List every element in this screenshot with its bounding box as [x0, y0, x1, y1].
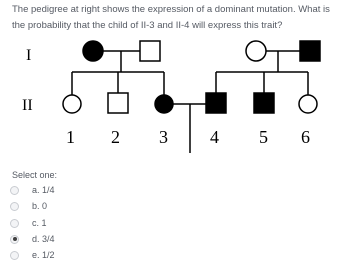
radio-button[interactable]	[10, 202, 19, 211]
gen2-individual-5	[254, 93, 274, 113]
option-label: b. 0	[32, 201, 48, 211]
individual-number-4: 4	[210, 127, 219, 147]
individual-number-1: 1	[66, 127, 75, 147]
individual-number-6: 6	[301, 127, 310, 147]
option-b[interactable]	[10, 200, 47, 212]
option-e[interactable]	[10, 249, 55, 261]
gen1-female-unaffected	[246, 41, 266, 61]
option-d[interactable]	[10, 233, 55, 245]
radio-button[interactable]	[10, 251, 19, 260]
gen2-individual-6	[299, 95, 317, 113]
gen2-individual-4	[206, 93, 226, 113]
generation-label-ii: II	[22, 97, 33, 114]
radio-button[interactable]	[10, 186, 19, 195]
option-label: e. 1/2	[32, 250, 55, 260]
individual-number-5: 5	[259, 127, 268, 147]
radio-button-selected[interactable]	[10, 235, 19, 244]
select-one-label: Select one:	[12, 170, 58, 180]
generation-label-i: I	[26, 47, 32, 64]
gen1-female-affected	[83, 41, 103, 61]
option-label: a. 1/4	[32, 185, 55, 195]
gen2-individual-3	[155, 95, 173, 113]
gen1-male-unaffected	[140, 41, 160, 61]
gen2-individual-2	[108, 93, 128, 113]
individual-number-3: 3	[159, 127, 168, 147]
option-label: c. 1	[32, 218, 47, 228]
question-text: The pedigree at right shows the expression of a dominant mutation. What is the probability that the child of II-3 and II-4 will express this trait?	[12, 4, 330, 31]
option-c[interactable]	[10, 217, 47, 229]
option-label: d. 3/4	[32, 234, 55, 244]
option-a[interactable]	[10, 184, 55, 196]
individual-number-2: 2	[111, 127, 120, 147]
gen2-individual-1	[63, 95, 81, 113]
radio-button[interactable]	[10, 219, 19, 228]
gen1-male-affected	[300, 41, 320, 61]
